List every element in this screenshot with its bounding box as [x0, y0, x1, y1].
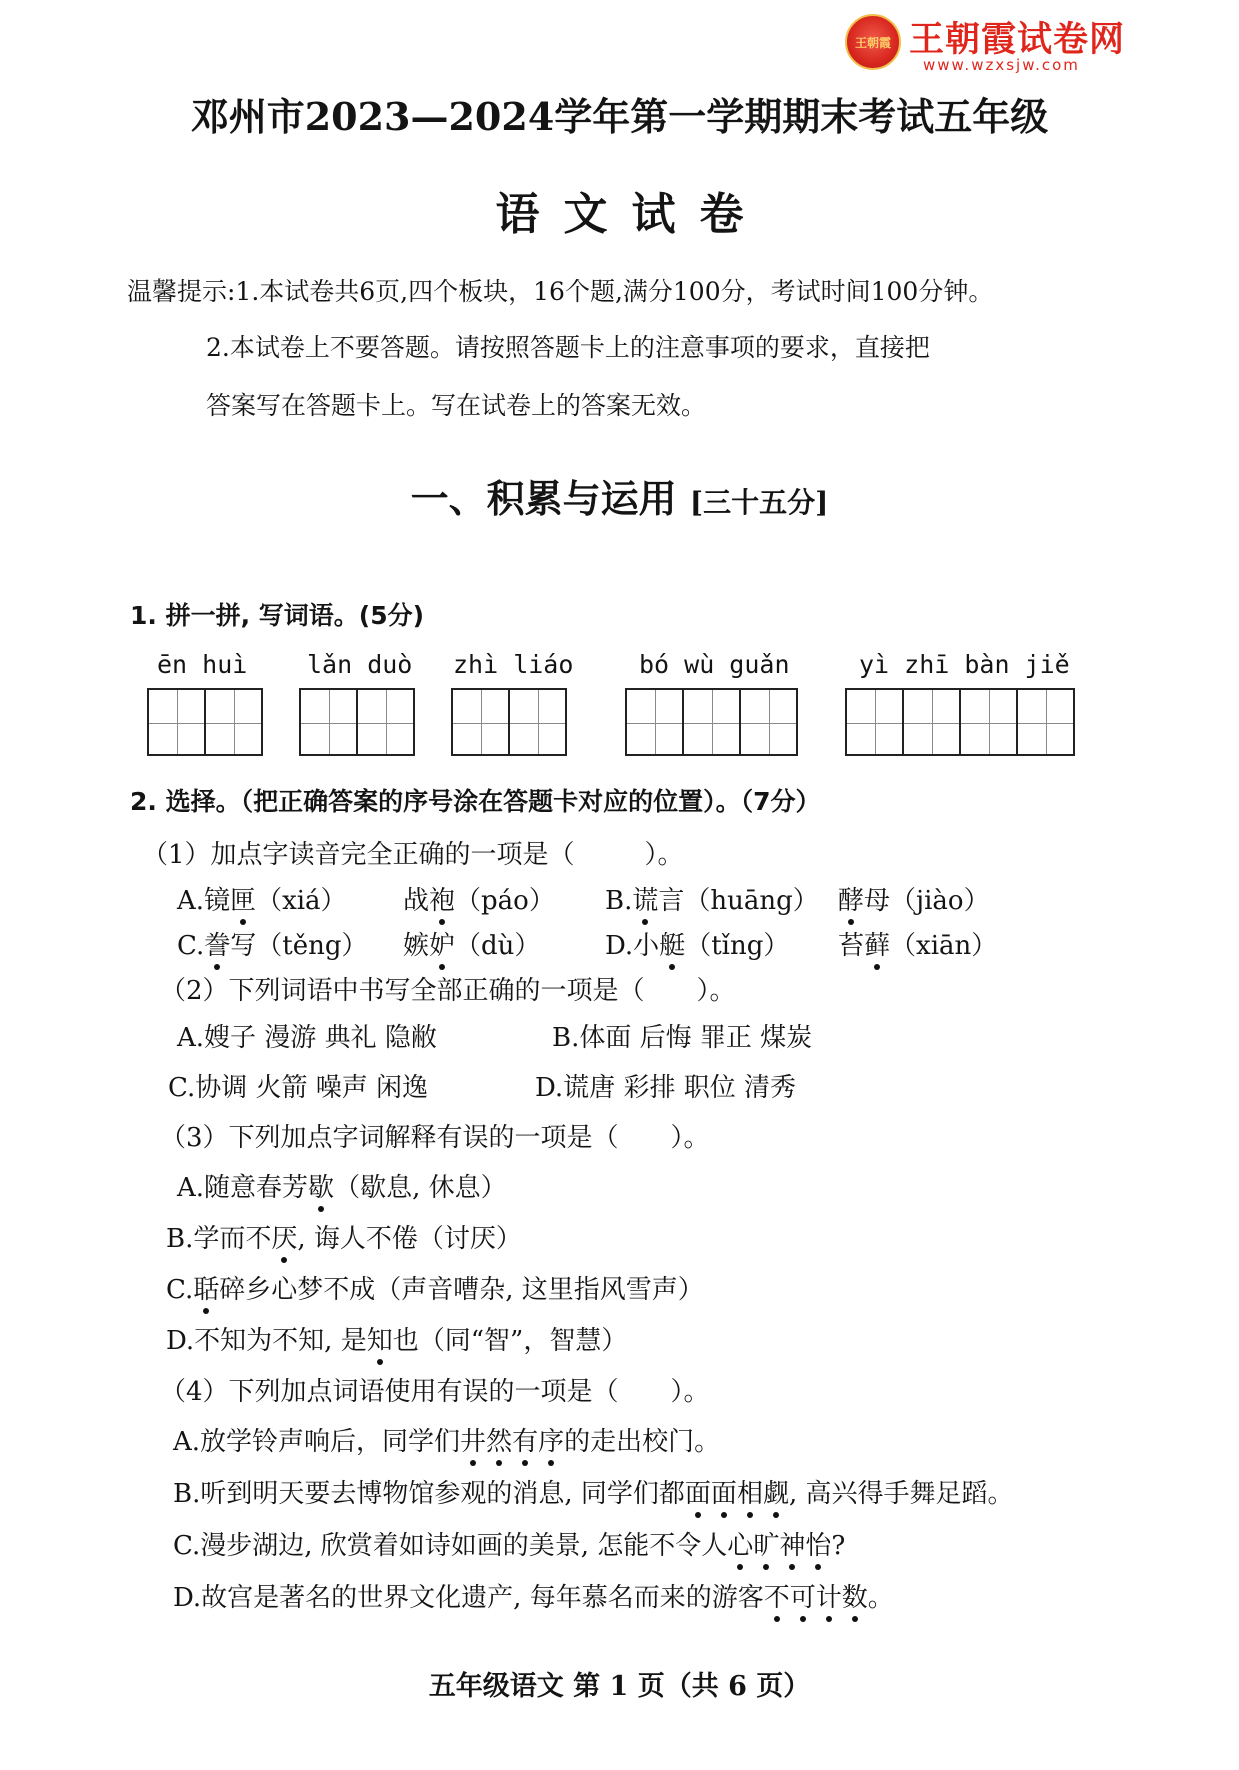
q2-2-stem: （2）下列词语中书写全部正确的一项是（ ）。	[160, 976, 736, 1006]
writing-box[interactable]	[1016, 688, 1075, 756]
writing-box[interactable]	[299, 688, 358, 756]
q2-3-option-b[interactable]: B.学而不厌, 诲人不倦（讨厌）	[166, 1218, 522, 1255]
exam-subtitle: 语文试卷	[495, 189, 768, 240]
q2-2-option-c[interactable]: C.协调 火箭 噪声 闲逸	[168, 1073, 429, 1103]
q2-1-option-d[interactable]: D.小艇（tǐng）	[605, 925, 789, 962]
pinyin-label: lǎn duò	[307, 650, 413, 679]
writing-box[interactable]	[451, 688, 510, 756]
writing-box[interactable]	[959, 688, 1018, 756]
q2-2-option-a[interactable]: A.嫂子 漫游 典礼 隐敝	[177, 1023, 437, 1053]
q2-1-stem: （1）加点字读音完全正确的一项是（ ）。	[142, 840, 684, 870]
writing-boxes[interactable]	[147, 688, 261, 756]
q2-3-stem: （3）下列加点字词解释有误的一项是（ ）。	[160, 1123, 710, 1153]
q2-4-stem: （4）下列加点词语使用有误的一项是（ ）。	[160, 1377, 710, 1407]
writing-box[interactable]	[682, 688, 741, 756]
q2-1-option-b[interactable]: B.谎言（huāng）	[605, 880, 819, 917]
watermark-brand: 王朝霞试卷网	[909, 20, 1126, 60]
pinyin-label: zhì liáo	[453, 650, 574, 679]
writing-box[interactable]	[902, 688, 961, 756]
q2-3-option-d[interactable]: D.不知为不知, 是知也（同“智”，智慧）	[166, 1320, 627, 1357]
q2-4-option-b[interactable]: B.听到明天要去博物馆参观的消息, 同学们都面面相觑, 高兴得手舞足蹈。	[173, 1473, 1014, 1510]
q2-1-option-d2: 苔藓（xiān）	[838, 925, 997, 962]
q2-2-option-b[interactable]: B.体面 后悔 罪正 煤炭	[552, 1023, 813, 1053]
seal-icon: 王朝霞	[845, 14, 901, 70]
pinyin-label: bó wù guǎn	[639, 650, 790, 679]
writing-box[interactable]	[739, 688, 798, 756]
writing-box[interactable]	[508, 688, 567, 756]
watermark-logo	[843, 12, 1143, 76]
q2-1-option-c[interactable]: C.誊写（těng）	[177, 925, 368, 962]
writing-box[interactable]	[625, 688, 684, 756]
pinyin-label: ēn huì	[157, 650, 248, 679]
notice-line-1: 温馨提示:1.本试卷共6页,四个板块，16个题,满分100分，考试时间100分钟。	[127, 277, 994, 306]
q2-3-option-c[interactable]: C.聒碎乡心梦不成（声音嘈杂, 这里指风雪声）	[166, 1269, 704, 1306]
pinyin-label: yì zhī bàn jiě	[859, 650, 1070, 679]
exam-title: 邓州市2023—2024学年第一学期期末考试五年级	[190, 94, 1049, 139]
writing-box[interactable]	[147, 688, 206, 756]
writing-box[interactable]	[356, 688, 415, 756]
section-1-heading	[0, 468, 1239, 523]
q2-4-option-c[interactable]: C.漫步湖边, 欣赏着如诗如画的美景, 怎能不令人心旷神怡?	[173, 1525, 845, 1562]
writing-box[interactable]	[845, 688, 904, 756]
q2-4-option-d[interactable]: D.故宫是著名的世界文化遗产, 每年慕名而来的游客不可计数。	[173, 1577, 894, 1614]
writing-boxes[interactable]	[299, 688, 413, 756]
q2-1-option-c2: 嫉妒（dù）	[403, 925, 540, 962]
q2-1-option-b2: 酵母（jiào）	[838, 880, 990, 917]
section-1-title: 一、积累与运用	[410, 476, 677, 521]
writing-boxes[interactable]	[625, 688, 796, 756]
writing-boxes[interactable]	[451, 688, 565, 756]
q2-1-option-a[interactable]: A.镜匣（xiá）	[177, 880, 347, 917]
question-2-title: 2. 选择。（把正确答案的序号涂在答题卡对应的位置）。（7分）	[130, 787, 821, 816]
q2-1-option-a2: 战袍（páo）	[403, 880, 555, 917]
watermark-url: www.wzxsjw.com	[923, 56, 1080, 74]
page-footer: 五年级语文 第 1 页（共 6 页）	[428, 1671, 811, 1702]
question-1-title: 1. 拼一拼, 写词语。(5分)	[130, 601, 425, 630]
q2-4-option-a[interactable]: A.放学铃声响后，同学们井然有序的走出校门。	[173, 1421, 720, 1458]
writing-boxes[interactable]	[845, 688, 1073, 756]
q2-3-option-a[interactable]: A.随意春芳歇（歇息, 休息）	[177, 1167, 507, 1204]
writing-box[interactable]	[204, 688, 263, 756]
q2-2-option-d[interactable]: D.谎唐 彩排 职位 清秀	[535, 1073, 796, 1103]
section-1-score: [三十五分]	[689, 486, 829, 519]
notice-line-3: 答案写在答题卡上。写在试卷上的答案无效。	[206, 391, 707, 420]
notice-line-2: 2.本试卷上不要答题。请按照答题卡上的注意事项的要求，直接把	[206, 333, 930, 362]
